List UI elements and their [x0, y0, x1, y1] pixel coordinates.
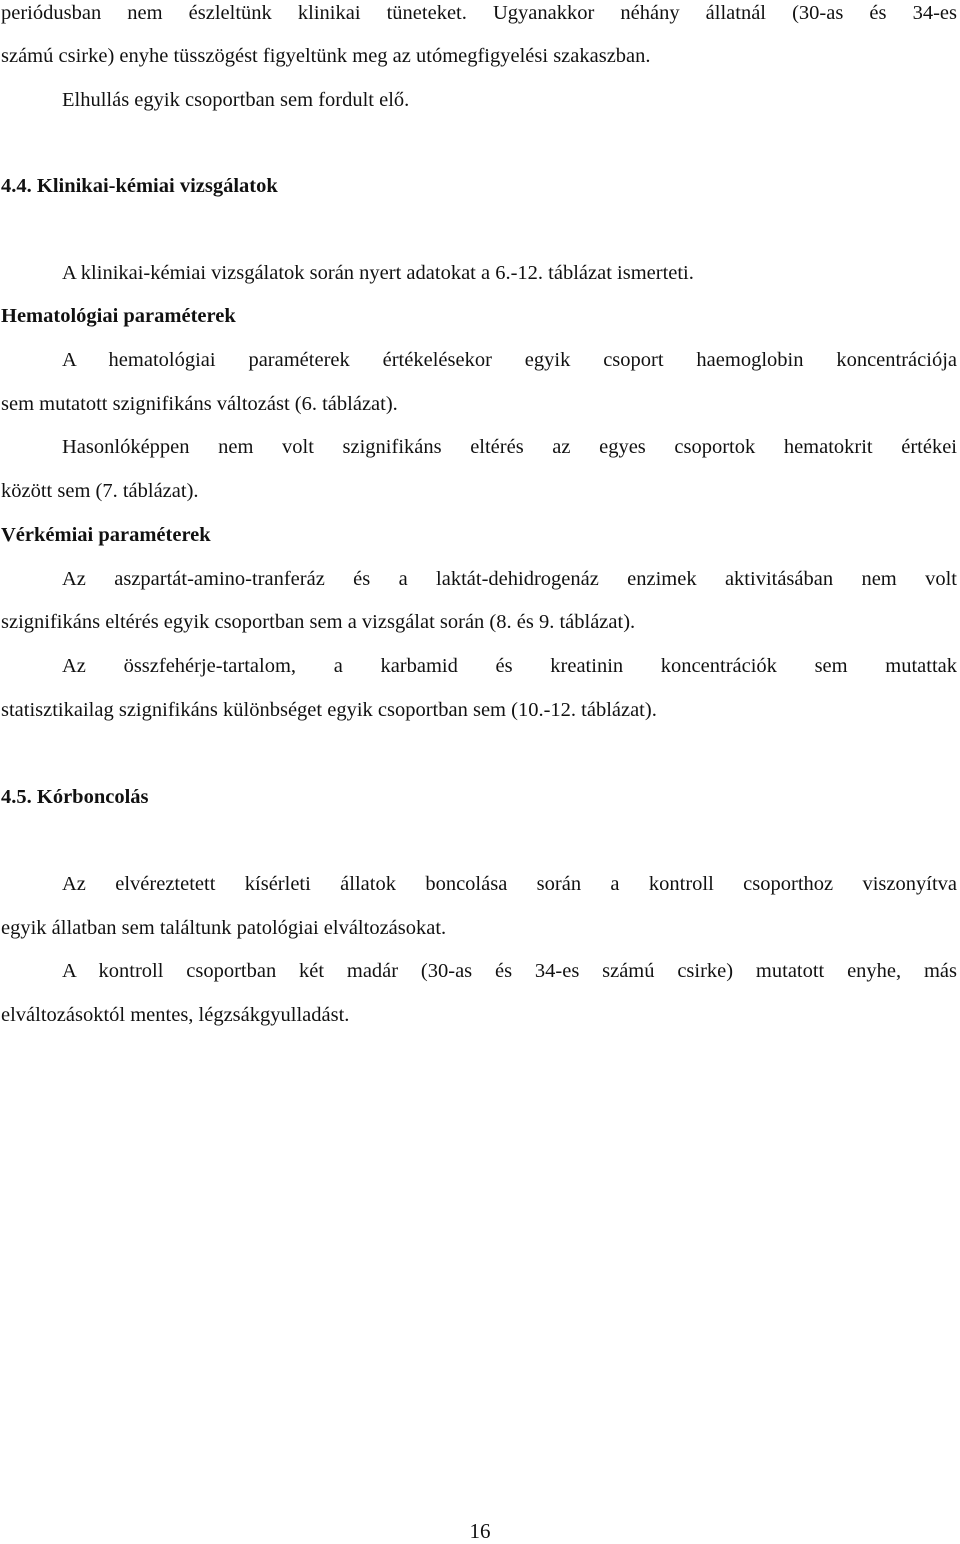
paragraph-line: Az elvéreztetett kísérleti állatok boncolása során a kontroll csoporthoz viszonyítva [62, 873, 957, 895]
subheading-hematology: Hematológiai paraméterek [1, 305, 236, 327]
section-heading-4-5: 4.5. Kórboncolás [1, 786, 149, 808]
paragraph-line: között sem (7. táblázat). [1, 480, 199, 502]
page-number: 16 [469, 1519, 491, 1543]
paragraph-line: A hematológiai paraméterek értékelésekor egyik csoport haemoglobin koncentrációja [62, 349, 957, 371]
paragraph-line: számú csirke) enyhe tüsszögést figyeltünk meg az utómegfigyelési szakaszban. [1, 45, 651, 67]
paragraph-line: Az összfehérje-tartalom, a karbamid és kreatinin koncentrációk sem mutattak [62, 655, 957, 677]
paragraph-line: A klinikai-kémiai vizsgálatok során nyert adatokat a 6.-12. táblázat ismerteti. [62, 262, 694, 284]
paragraph-line: Az aszpartát-amino-tranferáz és a laktát-dehidrogenáz enzimek aktivitásában nem volt [62, 568, 957, 590]
paragraph-line: A kontroll csoportban két madár (30-as és 34-es számú csirke) mutatott enyhe, más [62, 960, 957, 982]
paragraph-line: Elhullás egyik csoportban sem fordult elő. [62, 89, 410, 111]
paragraph-line: egyik állatban sem találtunk patológiai elváltozásokat. [1, 917, 447, 939]
paragraph-line: statisztikailag szignifikáns különbséget egyik csoportban sem (10.-12. táblázat). [1, 699, 657, 721]
paragraph-line: szignifikáns eltérés egyik csoportban sem a vizsgálat során (8. és 9. táblázat). [1, 611, 636, 633]
paragraph-line: periódusban nem észleltünk klinikai tüneteket. Ugyanakkor néhány állatnál (30-as és 34-es [1, 2, 957, 24]
paragraph-line: Hasonlóképpen nem volt szignifikáns eltérés az egyes csoportok hematokrit értékei [62, 436, 957, 458]
section-heading-4-4: 4.4. Klinikai-kémiai vizsgálatok [1, 175, 278, 197]
subheading-blood-chemistry: Vérkémiai paraméterek [1, 524, 211, 546]
paragraph-line: elváltozásoktól mentes, légzsákgyulladást. [1, 1004, 350, 1026]
paragraph-line: sem mutatott szignifikáns változást (6. táblázat). [1, 393, 398, 415]
